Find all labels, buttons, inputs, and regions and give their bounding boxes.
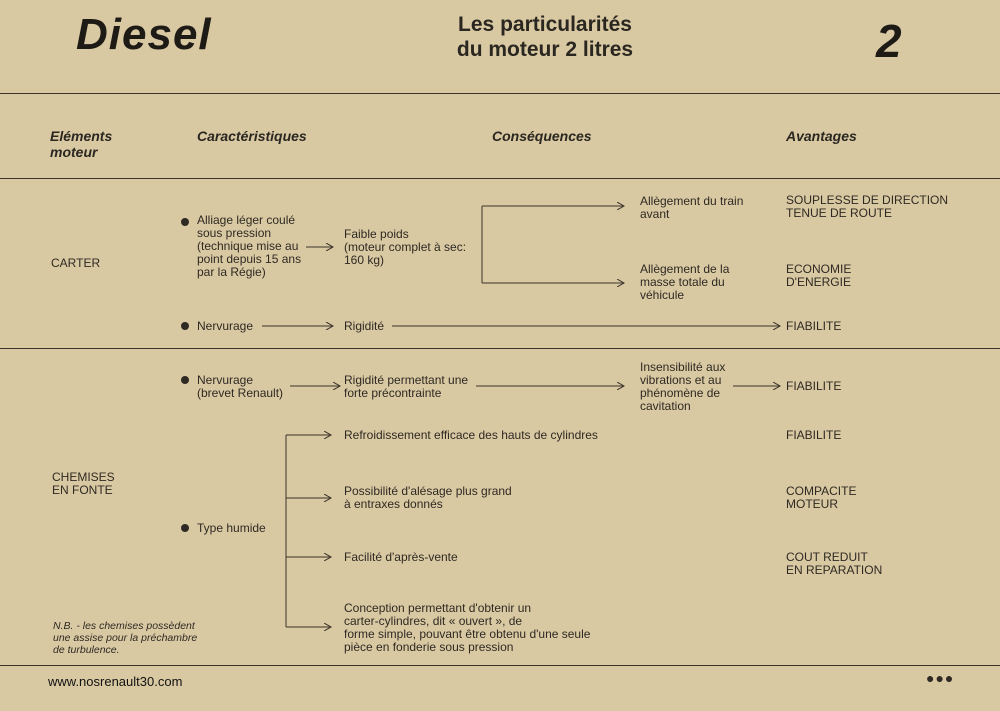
text-line: 160 kg) (344, 253, 385, 267)
col-elements-line1: Eléments (50, 128, 113, 144)
carter-sub-masse-totale (640, 263, 729, 302)
text-line: forte précontrainte (344, 386, 442, 400)
chemises-b-alesage (344, 485, 512, 511)
title-line-1: Les particularités (458, 13, 632, 36)
text-line: carter-cylindres, dit « ouvert », de (344, 614, 523, 628)
text-line: vibrations et au (640, 373, 722, 387)
bullet (181, 376, 189, 384)
text-line: COMPACITE (786, 484, 857, 498)
text-line: N.B. - les chemises possèdent (53, 620, 195, 632)
chemises-adv-b2 (786, 485, 856, 511)
text-line: Conception permettant d'obtenir un (344, 601, 532, 615)
text-line: Possibilité d'alésage plus grand (344, 484, 512, 498)
carter-sub-train-avant (640, 195, 743, 221)
col-caracteristiques: Caractéristiques (197, 128, 307, 144)
page-number: 2 (876, 15, 902, 67)
text-line: cavitation (640, 399, 691, 413)
bullet (181, 524, 189, 532)
text-line: par la Régie) (197, 265, 266, 279)
chemises-char-type-humide: Type humide (197, 521, 266, 535)
text-line: EN REPARATION (786, 563, 883, 577)
text-line: TENUE DE ROUTE (786, 206, 893, 220)
text-line: Faible poids (344, 227, 409, 241)
text-line: COUT REDUIT (786, 550, 868, 564)
text-line: EN FONTE (52, 483, 113, 497)
website-link[interactable]: www.nosrenault30.com (48, 674, 183, 689)
carter-adv-fiabilite: FIABILITE (786, 319, 842, 333)
text-line: point depuis 15 ans (197, 252, 302, 266)
text-line: SOUPLESSE DE DIRECTION (786, 193, 949, 207)
chemises-b-refroidissement: Refroidissement efficace des hauts de cylindres (344, 428, 598, 442)
label-chemises (52, 471, 115, 497)
text-line: sous pression (197, 226, 272, 240)
brand-title: Diesel (76, 10, 212, 59)
text-line: véhicule (640, 288, 685, 302)
text-line: à entraxes donnés (344, 497, 443, 511)
carter-char-alliage (197, 214, 301, 279)
carter-char-nervurage: Nervurage (197, 319, 254, 333)
chemises-adv-b1: FIABILITE (786, 428, 842, 442)
chemises-char-nervurage (197, 374, 283, 400)
col-elements-line2: moteur (50, 144, 98, 160)
text-line: (technique mise au (197, 239, 299, 253)
text-line: masse totale du (640, 275, 725, 289)
chemises-sub-cavitation (640, 361, 725, 413)
text-line: (moteur complet à sec: (344, 240, 467, 254)
text-line: D'ENERGIE (786, 275, 851, 289)
text-line: Insensibilité aux (640, 360, 726, 374)
bullet (181, 218, 189, 226)
text-line: (brevet Renault) (197, 386, 284, 400)
text-line: de turbulence. (53, 644, 120, 656)
carter-adv-souplesse (786, 194, 948, 220)
chemises-adv-b3 (786, 551, 882, 577)
text-line: avant (640, 207, 670, 221)
chemises-adv-fiabilite: FIABILITE (786, 379, 842, 393)
text-line: Rigidité permettant une (344, 373, 469, 387)
text-line: Nervurage (197, 373, 254, 387)
text-line: Alliage léger coulé (197, 213, 296, 227)
col-consequences: Conséquences (492, 128, 592, 144)
text-line: une assise pour la préchambre (53, 632, 198, 644)
bullet (181, 322, 189, 330)
text-line: MOTEUR (786, 497, 838, 511)
text-line: Allègement de la (640, 262, 730, 276)
chemises-b-apres-vente: Facilité d'après-vente (344, 550, 458, 564)
carter-cons-faible-poids (344, 228, 466, 267)
text-line: CHEMISES (52, 470, 115, 484)
text-line: phénomène de (640, 386, 721, 400)
text-line: Allègement du train (640, 194, 744, 208)
chemises-b-conception (344, 602, 590, 654)
text-line: pièce en fonderie sous pression (344, 640, 514, 654)
col-avantages: Avantages (786, 128, 857, 144)
carter-adv-economie (786, 263, 851, 289)
more-dots-icon: ●●● (926, 670, 955, 686)
label-carter: CARTER (51, 256, 101, 270)
title-line-2: du moteur 2 litres (456, 38, 634, 61)
text-line: ECONOMIE (786, 262, 852, 276)
carter-cons-rigidite: Rigidité (344, 319, 385, 333)
footnote (53, 620, 197, 656)
text-line: forme simple, pouvant être obtenu d'une seule (344, 627, 591, 641)
chemises-cons-precontrainte (344, 374, 468, 400)
